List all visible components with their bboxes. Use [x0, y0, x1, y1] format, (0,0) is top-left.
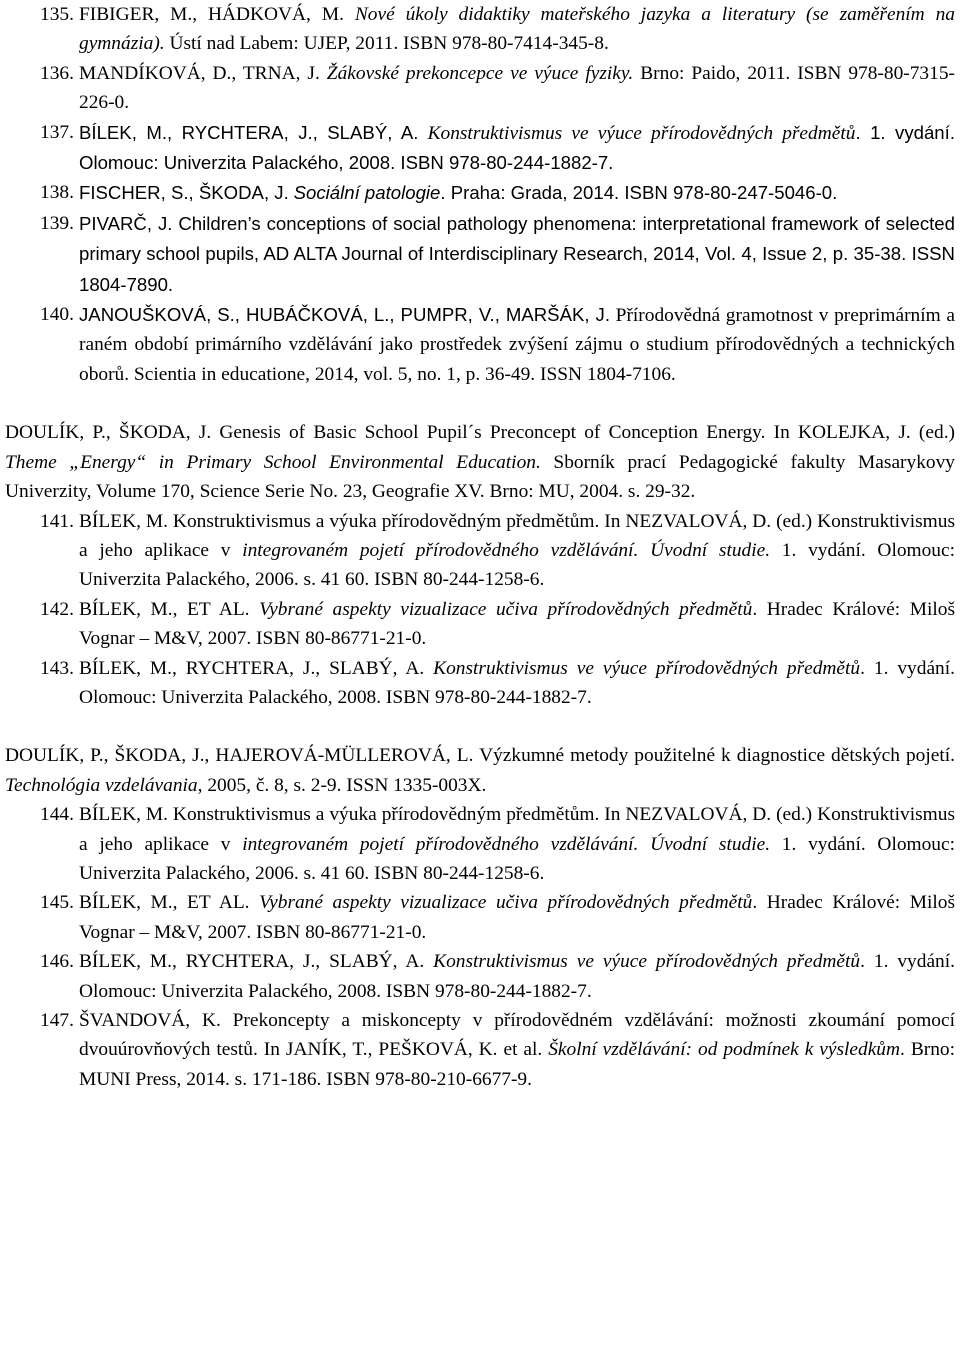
reference-authors: MANDÍKOVÁ, D., TRNA, J. — [79, 62, 320, 84]
reference-details-end: , 2005, č. 8, s. 2-9. ISSN 1335-003X. — [197, 774, 487, 796]
reference-authors: PIVARČ, J. — [79, 212, 173, 234]
reference-details: Přírodovědná gramotnost v preprimárním a raném období primárního vzdělávání jako prostředek zvýšení zájmu o studium přírodovědných a technických oborů. Scientia in educatione, 2014, vol. 5, no. 1, p. 36-49. ISSN 1804-7106. — [79, 305, 955, 385]
reference-title: Vybrané aspekty vizualizace učiva přírodovědných předmětů — [259, 892, 753, 914]
reference-details: . 1. vydání. Olomouc: Univerzita Palackého, 2008. ISBN 978-80-244-1882-7. — [79, 121, 955, 174]
reference-139 — [0, 209, 960, 300]
reference-138 — [0, 178, 960, 208]
reference-authors: ŠVANDOVÁ, K. — [79, 1010, 221, 1031]
reference-authors: DOULÍK, P., ŠKODA, J., HAJEROVÁ-MÜLLEROVÁ, L. — [5, 745, 474, 767]
reference-title: Vybrané aspekty vizualizace učiva přírodovědných předmětů — [259, 598, 753, 620]
reference-number: 139. — [40, 212, 74, 234]
reference-title: Theme „Energy“ in Primary School Environmental Education. — [5, 451, 541, 473]
reference-details: Brno: Paido, 2011. ISBN 978-80-7315-226-0. — [79, 62, 955, 114]
spacer — [0, 712, 960, 741]
reference-authors: BÍLEK, M., RYCHTERA, J., SLABÝ, A. — [79, 121, 419, 143]
reference-137 — [0, 118, 960, 179]
reference-number: 145. — [40, 892, 74, 914]
reference-title: Školní vzdělávání: od podmínek k výsledkům — [548, 1039, 901, 1061]
reference-number: 140. — [40, 304, 74, 326]
reference-details: . 1. vydání. Olomouc: Univerzita Palackého, 2008. ISBN 978-80-244-1882-7. — [79, 657, 955, 708]
reference-number: 137. — [40, 121, 74, 143]
reference-title: integrovaném pojetí přírodovědného vzdělávání. Úvodní studie. — [242, 833, 771, 855]
reference-details: Výzkumné metody použitelné k diagnostice dětských pojetí. — [473, 745, 955, 767]
reference-details: Konstruktivismus a výuka přírodovědným předmětům. In NEZVALOVÁ, D. (ed.) Konstruktivismus a jeho aplikace v — [79, 804, 955, 855]
reference-title: Nové úkoly didaktiky mateřského jazyka a literatury (se zaměřením na gymnázia). — [79, 4, 955, 55]
reference-141 — [0, 507, 960, 595]
reference-authors: BÍLEK, M., RYCHTERA, J., SLABÝ, A. — [79, 951, 425, 973]
reference-title: Sociální patologie — [293, 182, 441, 204]
reference-details: . Hradec Králové: Miloš Vognar – M&V, 2007. ISBN 80-86771-21-0. — [79, 598, 955, 650]
reference-authors: BÍLEK, M., ET AL. — [79, 598, 250, 620]
reference-number: 142. — [40, 598, 74, 620]
reference-title: Konstruktivismus ve výuce přírodovědných předmětů — [427, 122, 856, 144]
reference-number: 141. — [40, 510, 74, 532]
reference-details: Children’s conceptions of social pathology phenomena: interpretational framework of selected primary school pupils, AD ALTA Journal of Interdisciplinary Research, 2014, Vol. 4, Issue 2, p. 35-38. ISSN 1804-7890. — [79, 212, 955, 295]
reference-authors: BÍLEK, M. — [79, 804, 168, 826]
reference-authors: BÍLEK, M., RYCHTERA, J., SLABÝ, A. — [79, 657, 425, 679]
reference-number: 146. — [40, 951, 74, 973]
reference-title: Konstruktivismus ve výuce přírodovědných předmětů — [433, 657, 861, 679]
reference-142 — [0, 595, 960, 654]
reference-number: 136. — [40, 62, 74, 84]
reference-doulik-skoda-hajerova — [0, 741, 960, 800]
reference-authors: FIBIGER, M., HÁDKOVÁ, M. — [79, 4, 344, 25]
reference-135 — [0, 0, 960, 59]
reference-143 — [0, 654, 960, 713]
reference-details: . Praha: Grada, 2014. ISBN 978-80-247-5046-0. — [440, 182, 838, 204]
reference-145 — [0, 888, 960, 947]
reference-details: . Hradec Králové: Miloš Vognar – M&V, 2007. ISBN 80-86771-21-0. — [79, 892, 955, 943]
reference-146 — [0, 947, 960, 1006]
reference-authors: DOULÍK, P., ŠKODA, J. — [5, 422, 212, 444]
reference-number: 144. — [40, 804, 74, 826]
reference-number: 138. — [40, 182, 74, 204]
reference-authors: BÍLEK, M. — [79, 510, 168, 532]
reference-title: integrovaném pojetí přírodovědného vzdělávání. Úvodní studie. — [242, 539, 771, 561]
reference-authors: BÍLEK, M., ET AL. — [79, 892, 250, 914]
spacer — [0, 389, 960, 418]
reference-authors: JANOUŠKOVÁ, S., HUBÁČKOVÁ, L., PUMPR, V., MARŠÁK, J. — [79, 304, 610, 326]
reference-details: Konstruktivismus a výuka přírodovědným předmětům. In NEZVALOVÁ, D. (ed.) Konstruktivismus a jeho aplikace v — [79, 510, 955, 561]
reference-doulik-skoda — [0, 418, 960, 506]
reference-details: Prekoncepty a miskoncepty v přírodovědném vzdělávání: možnosti zkoumání pomocí dvouúrovňových testů. In JANÍK, T., PEŠKOVÁ, K. et al. — [79, 1010, 955, 1061]
reference-number: 147. — [40, 1010, 74, 1031]
reference-number: 135. — [40, 4, 74, 25]
reference-title: Žákovské prekoncepce ve výuce fyziky. — [326, 62, 634, 84]
reference-details-end: 1. vydání. Olomouc: Univerzita Palackého, 2006. s. 41 60. ISBN 80-244-1258-6. — [79, 539, 955, 591]
reference-details-end: 1. vydání. Olomouc: Univerzita Palackého, 2006. s. 41 60. ISBN 80-244-1258-6. — [79, 833, 955, 884]
reference-number: 143. — [40, 657, 74, 679]
reference-title: Technológia vzdelávania — [5, 774, 198, 796]
reference-details: Ústí nad Labem: UJEP, 2011. ISBN 978-80-7414-345-8. — [164, 33, 609, 55]
reference-144 — [0, 800, 960, 888]
reference-details: Genesis of Basic School Pupil´s Preconcept of Conception Energy. In KOLEJKA, J. (ed.) — [211, 422, 955, 444]
reference-details-end: Sborník prací Pedagogické fakulty Masarykovy Univerzity, Volume 170, Science Serie No. 23, Geografie XV. Brno: MU, 2004. s. 29-32. — [5, 451, 955, 503]
reference-details: . 1. vydání. Olomouc: Univerzita Palackého, 2008. ISBN 978-80-244-1882-7. — [79, 951, 955, 1002]
reference-title: Konstruktivismus ve výuce přírodovědných předmětů — [433, 951, 861, 973]
reference-authors: FISCHER, S., ŠKODA, J. — [79, 182, 289, 204]
reference-136 — [0, 59, 960, 118]
reference-details-end: . Brno: MUNI Press, 2014. s. 171-186. ISBN 978-80-210-6677-9. — [79, 1039, 955, 1090]
reference-140 — [0, 300, 960, 389]
reference-147 — [0, 1006, 960, 1094]
